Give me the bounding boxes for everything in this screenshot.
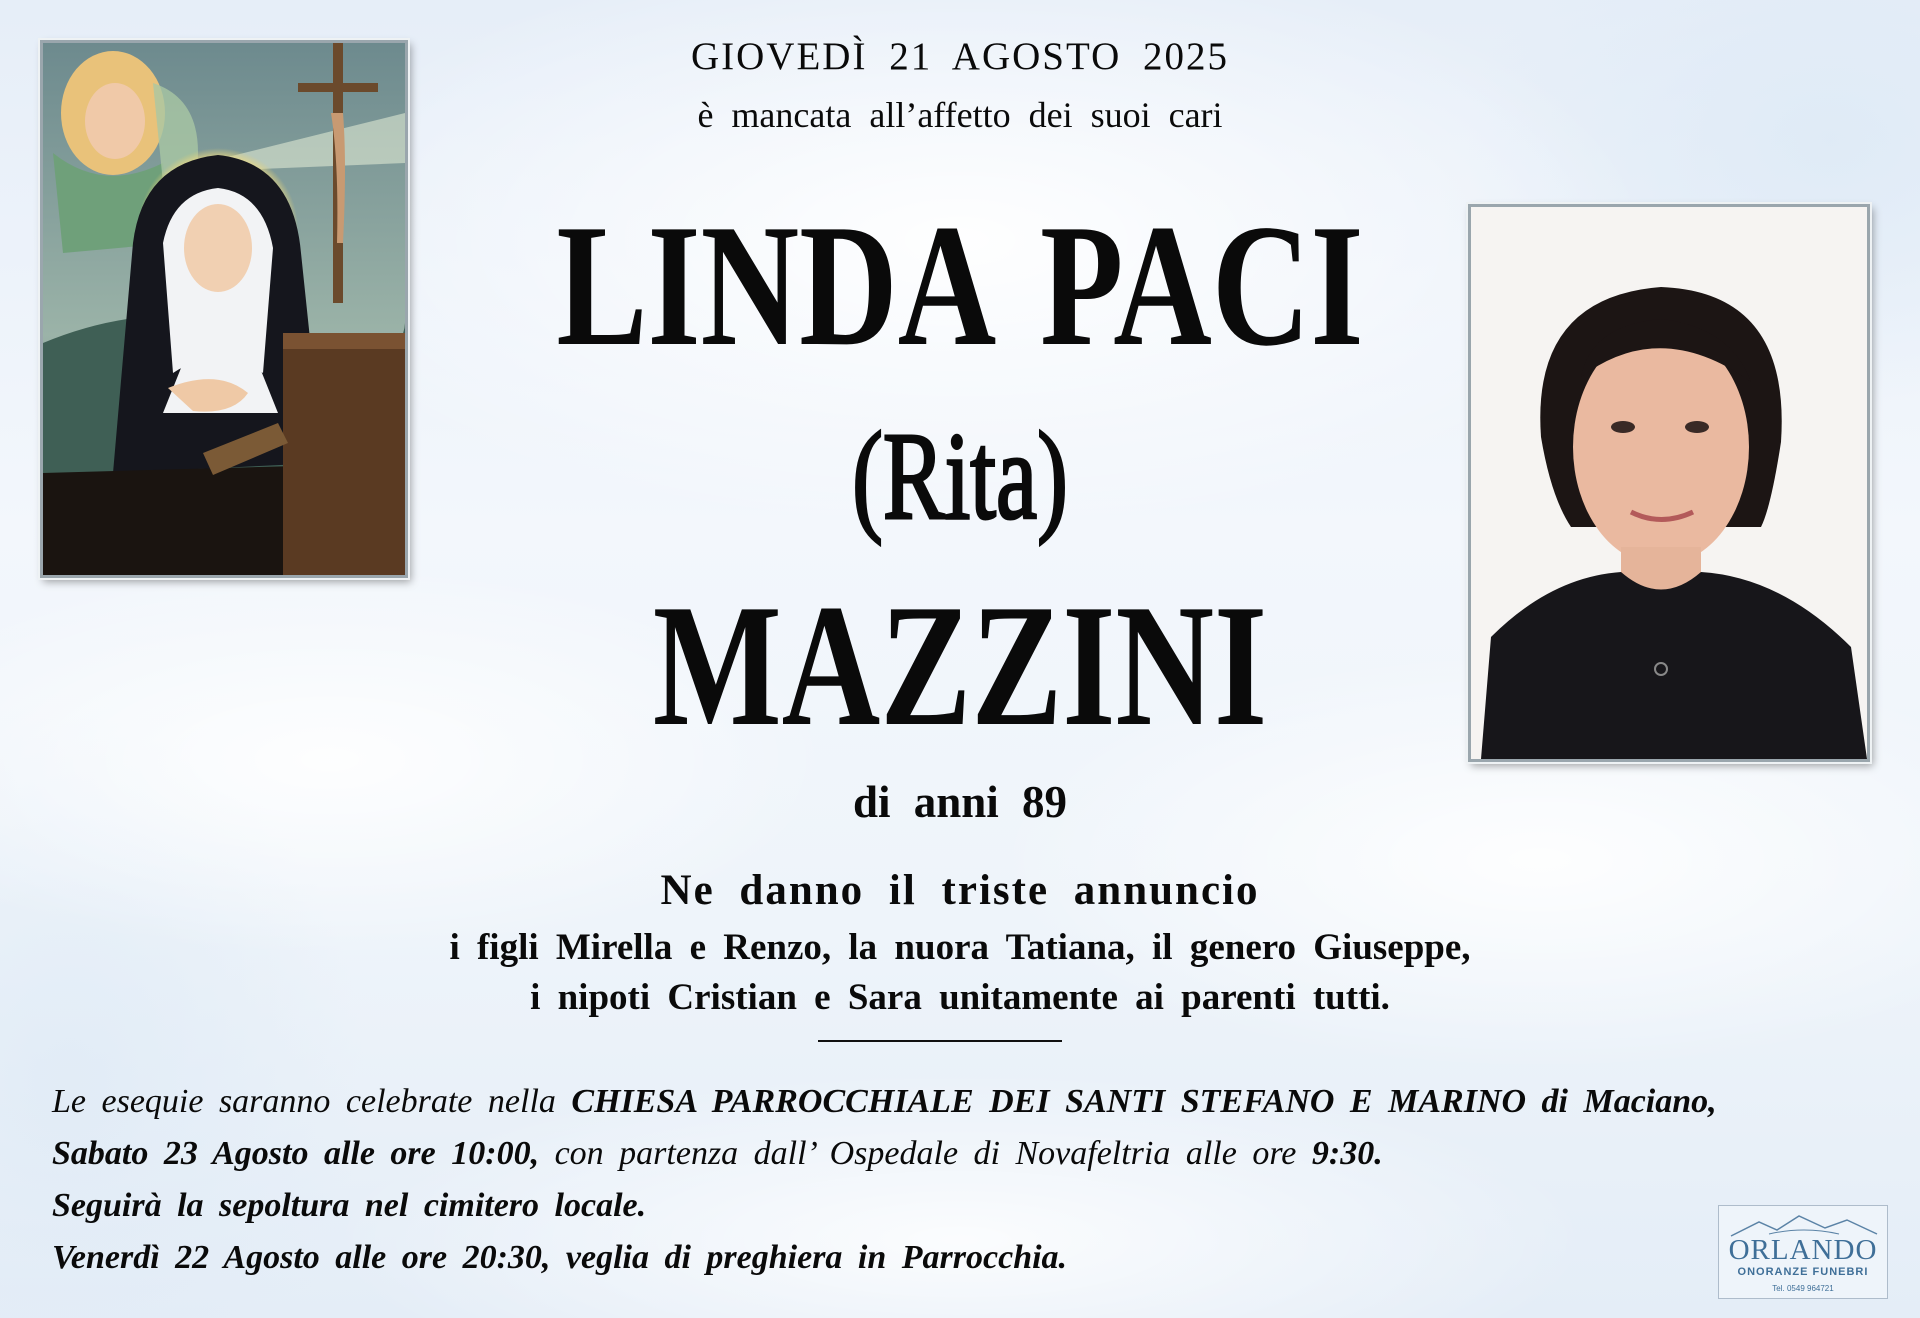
portrait-illustration [1471,207,1867,759]
vigil-line: Venerdì 22 Agosto alle ore 20:30, veglia di preghiera in Parrocchia. [52,1239,1068,1276]
announcement-family-line-1: i figli Mirella e Renzo, la nuora Tatiana, il genero Giuseppe, [449,927,1471,968]
funeral-details [52,1076,1900,1284]
date-line: GIOVEDÌ 21 AGOSTO 2025 [690,35,1230,78]
logo-phone: Tel. 0549 964721 [1772,1284,1834,1293]
announcement-title: Ne danno il triste annuncio [660,867,1260,914]
logo-subtitle: ONORANZE FUNEBRI [1737,1266,1869,1278]
deceased-nickname: (Rita) [852,408,1068,546]
funeral-home-logo [1718,1205,1888,1299]
divider [818,1040,1062,1042]
deceased-surname: MAZZINI [652,568,1268,762]
logo-name: ORLANDO [1728,1234,1878,1266]
funeral-line-1 [52,1076,1900,1128]
deceased-first-names: LINDA PACI [556,188,1364,382]
church-name: CHIESA PARROCCHIALE DEI SANTI STEFANO E MARINO di Maciano, [571,1083,1717,1120]
departure-text: con partenza dall’ Ospedale di Novafeltria alle ore [539,1135,1312,1172]
subtitle-line: è mancata all’affetto dei suoi cari [697,95,1223,135]
funeral-date-time: Sabato 23 Agosto alle ore 10:00, [52,1135,540,1172]
age-line: di anni 89 [852,777,1068,827]
departure-time: 9:30. [1311,1135,1383,1172]
portrait-photo [1468,204,1870,762]
funeral-line-1-text: Le esequie saranno celebrate nella [52,1083,572,1120]
funeral-line-2 [52,1128,1900,1180]
announcement-family-line-2: i nipoti Cristian e Sara unitamente ai parenti tutti. [530,977,1390,1018]
burial-line: Seguirà la sepoltura nel cimitero locale. [52,1187,647,1224]
